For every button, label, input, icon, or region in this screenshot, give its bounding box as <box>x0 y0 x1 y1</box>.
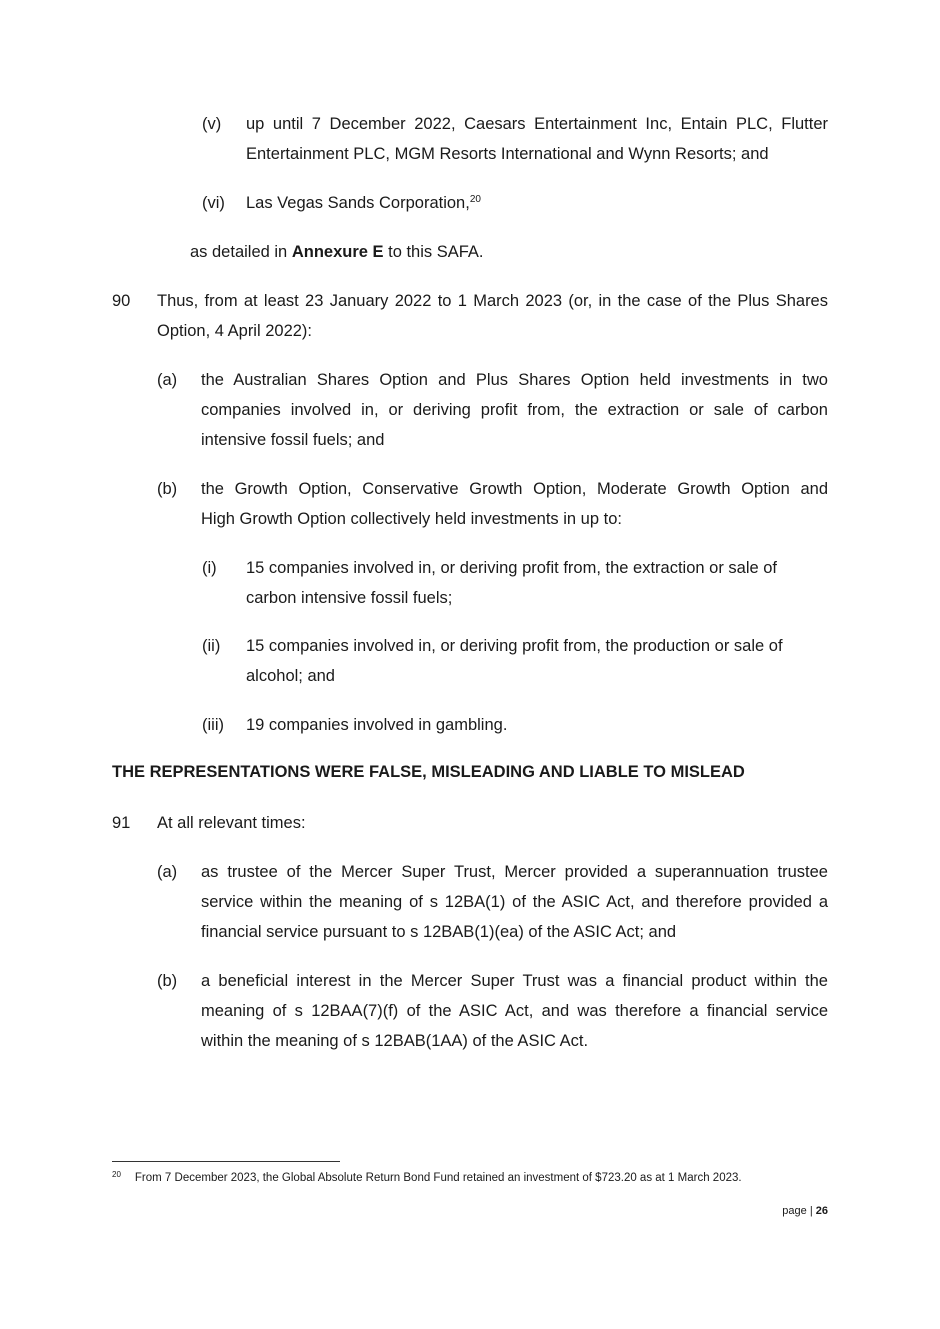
page-number-value: 26 <box>815 1205 828 1217</box>
item-v-line-1: up until 7 December 2022, Caesars Entertainment Inc, Entain PLC, Flutter <box>246 115 828 133</box>
item-vi-label: (vi) <box>202 194 225 212</box>
para-90b-ii-line-1: 15 companies involved in, or deriving profit from, the production or sale of <box>246 637 783 655</box>
para-90b-ii-label: (ii) <box>202 637 221 655</box>
section-heading: THE REPRESENTATIONS WERE FALSE, MISLEADING AND LIABLE TO MISLEAD <box>112 763 745 781</box>
para-91a-line-1: as trustee of the Mercer Super Trust, Mercer provided a superannuation trustee <box>201 863 828 881</box>
footnote-text: From 7 December 2023, the Global Absolute Return Bond Fund retained an investment of $723.20 as at 1 March 2023. <box>134 1172 742 1184</box>
footnote-20 <box>112 1170 742 1186</box>
para-91a-line-2: service within the meaning of s 12BA(1) of the ASIC Act, and therefore provided a <box>201 893 828 911</box>
para-90b-label: (b) <box>157 480 178 498</box>
para-91-number: 91 <box>112 814 131 832</box>
footnote-separator <box>112 1161 340 1162</box>
para-91b-label: (b) <box>157 972 178 990</box>
para-90a-line-1: the Australian Shares Option and Plus Shares Option held investments in two <box>201 371 828 389</box>
para-91-text: At all relevant times: <box>157 814 306 832</box>
item-vi-body: Las Vegas Sands Corporation, <box>246 194 470 212</box>
para-90-line-1: Thus, from at least 23 January 2022 to 1 March 2023 (or, in the case of the Plus Shares <box>157 292 828 310</box>
annexure-e-bold: Annexure E <box>291 243 384 261</box>
para-90b-i-line-2: carbon intensive fossil fuels; <box>246 589 453 607</box>
para-90a-line-2: companies involved in, or deriving profit from, the extraction or sale of carbon <box>201 401 828 419</box>
para-90b-ii-line-2: alcohol; and <box>246 667 335 685</box>
para-91b-line-1: a beneficial interest in the Mercer Super Trust was a financial product within the <box>201 972 828 990</box>
para-90b-line-1: the Growth Option, Conservative Growth Option, Moderate Growth Option and <box>201 480 828 498</box>
footnote-number: 20 <box>112 1170 121 1179</box>
footnote-ref-20: 20 <box>469 194 481 205</box>
para-90a-line-3: intensive fossil fuels; and <box>201 431 385 449</box>
item-v-line-2: Entertainment PLC, MGM Resorts International and Wynn Resorts; and <box>246 145 769 163</box>
para-91a-line-3: financial service pursuant to s 12BAB(1)(ea) of the ASIC Act; and <box>201 923 677 941</box>
annexure-reference: as detailed in Annexure E to this SAFA. <box>190 243 484 261</box>
para-91b-line-3: within the meaning of s 12BAB(1AA) of the ASIC Act. <box>201 1032 589 1050</box>
para-90a-label: (a) <box>157 371 178 389</box>
para-91b-line-2: meaning of s 12BAA(7)(f) of the ASIC Act, and was therefore a financial service <box>201 1002 828 1020</box>
para-90-number: 90 <box>112 292 131 310</box>
para-90b-i-line-1: 15 companies involved in, or deriving profit from, the extraction or sale of <box>246 559 778 577</box>
item-vi-text <box>246 193 481 213</box>
para-90b-iii-label: (iii) <box>202 716 224 734</box>
para-90b-i-label: (i) <box>202 559 217 577</box>
item-v-label: (v) <box>202 115 222 133</box>
page-number: page | 26 <box>782 1205 828 1217</box>
para-90b-line-2: High Growth Option collectively held investments in up to: <box>201 510 622 528</box>
para-91a-label: (a) <box>157 863 178 881</box>
para-90b-iii-line-1: 19 companies involved in gambling. <box>246 716 508 734</box>
para-90-line-2: Option, 4 April 2022): <box>157 322 313 340</box>
